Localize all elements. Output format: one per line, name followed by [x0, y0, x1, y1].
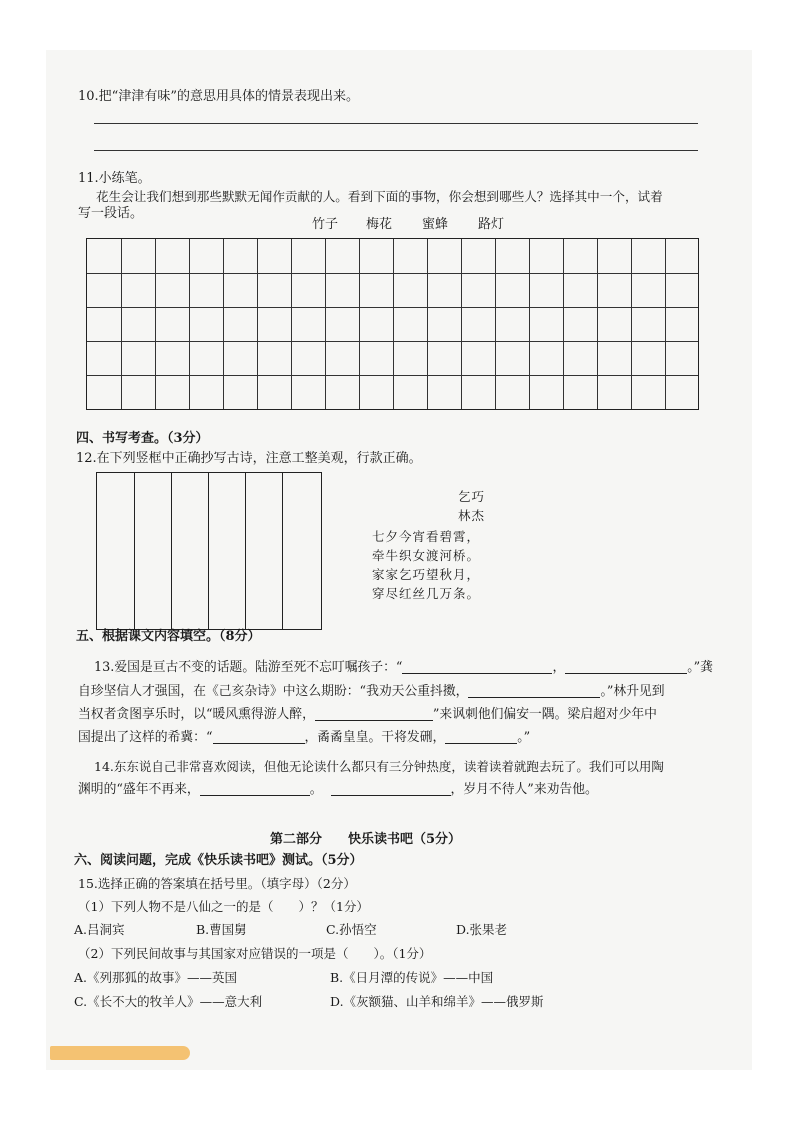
fill-blank[interactable]	[331, 781, 451, 796]
poem-line: 牵牛织女渡河桥。	[372, 548, 481, 563]
poem-title: 乞巧	[458, 489, 486, 504]
fill-blank[interactable]	[402, 659, 552, 674]
question-14-line-2: 渊明的“盛年不再来， 。 ，岁月不待人”来劝告他。	[78, 782, 598, 797]
poem-line: 七夕今宵看碧霄，	[372, 529, 481, 544]
option-c[interactable]: C.孙悟空	[326, 922, 377, 937]
vertical-writing-box[interactable]	[96, 472, 322, 630]
option-d[interactable]: D.《灰额猫、山羊和绵羊》——俄罗斯	[330, 994, 544, 1009]
question-11-title: 11.小练笔。	[78, 171, 151, 186]
option-b[interactable]: B.《日月潭的传说》——中国	[330, 970, 494, 985]
section-6-heading: 六、阅读问题，完成《快乐读书吧》测试。（5分）	[74, 853, 363, 868]
part-2-heading: 第二部分 快乐读书吧（5分）	[270, 832, 462, 847]
option-c[interactable]: C.《长不大的牧羊人》——意大利	[74, 994, 263, 1009]
scan-edge-stripe	[50, 1046, 190, 1060]
question-11-prompt: 花生会让我们想到那些默默无闻作贡献的人。看到下面的事物，你会想到哪些人？选择其中一个，试着	[96, 189, 663, 204]
question-13-line-1: 13.爱国是亘古不变的话题。陆游至死不忘叮嘱孩子：“ ， 。”龚	[94, 660, 713, 675]
poem-line: 家家乞巧望秋月，	[372, 567, 481, 582]
option-a[interactable]: A.吕洞宾	[74, 922, 125, 937]
fill-blank[interactable]	[565, 659, 687, 674]
question-12: 12.在下列竖框中正确抄写古诗，注意工整美观，行款正确。	[76, 451, 422, 466]
fill-blank[interactable]	[468, 683, 600, 698]
item-street-lamp: 路灯	[478, 217, 505, 232]
section-5-heading: 五、根据课文内容填空。（8分）	[76, 629, 261, 644]
option-a[interactable]: A.《列那狐的故事》——英国	[74, 970, 238, 985]
question-13-line-4: 国提出了这样的希冀：“ ，矞矞皇皇。干将发硎， 。”	[78, 730, 531, 745]
writing-grid[interactable]	[86, 238, 699, 410]
item-bee: 蜜蜂	[422, 217, 449, 232]
question-10: 10.把“津津有味”的意思用具体的情景表现出来。	[78, 89, 359, 104]
fill-blank[interactable]	[315, 706, 433, 721]
answer-line	[94, 150, 698, 151]
section-4-heading: 四、书写考查。（3分）	[76, 431, 209, 446]
question-15: 15.选择正确的答案填在括号里。（填字母）（2分）	[78, 876, 356, 891]
item-bamboo: 竹子	[312, 217, 339, 232]
poem-author: 林杰	[458, 508, 486, 523]
fill-blank[interactable]	[445, 729, 517, 744]
item-plum-blossom: 梅花	[366, 217, 393, 232]
question-14-line-1: 14.东东说自己非常喜欢阅读，但他无论读什么都只有三分钟热度，读着读着就跑去玩了。我们可以用陶	[94, 759, 664, 774]
question-13-line-3: 当权者贪图享乐时，以“暖风熏得游人醉， ”来讽刺他们偏安一隅。梁启超对少年中	[78, 707, 657, 722]
question-15-1: （1）下列人物不是八仙之一的是（ ）？（1分）	[78, 899, 369, 914]
poem-line: 穿尽红丝几万条。	[372, 586, 481, 601]
fill-blank[interactable]	[200, 781, 310, 796]
option-b[interactable]: B.曹国舅	[196, 922, 247, 937]
question-15-2: （2）下列民间故事与其国家对应错误的一项是（ ）。（1分）	[78, 946, 432, 961]
question-11-prompt-cont: 写一段话。	[78, 206, 144, 221]
answer-line	[94, 123, 698, 124]
question-13-line-2: 自珍坚信人才强国，在《己亥杂诗》中这么期盼：“我劝天公重抖擞， 。”林升见到	[78, 684, 665, 699]
fill-blank[interactable]	[213, 729, 305, 744]
option-d[interactable]: D.张果老	[456, 922, 508, 937]
